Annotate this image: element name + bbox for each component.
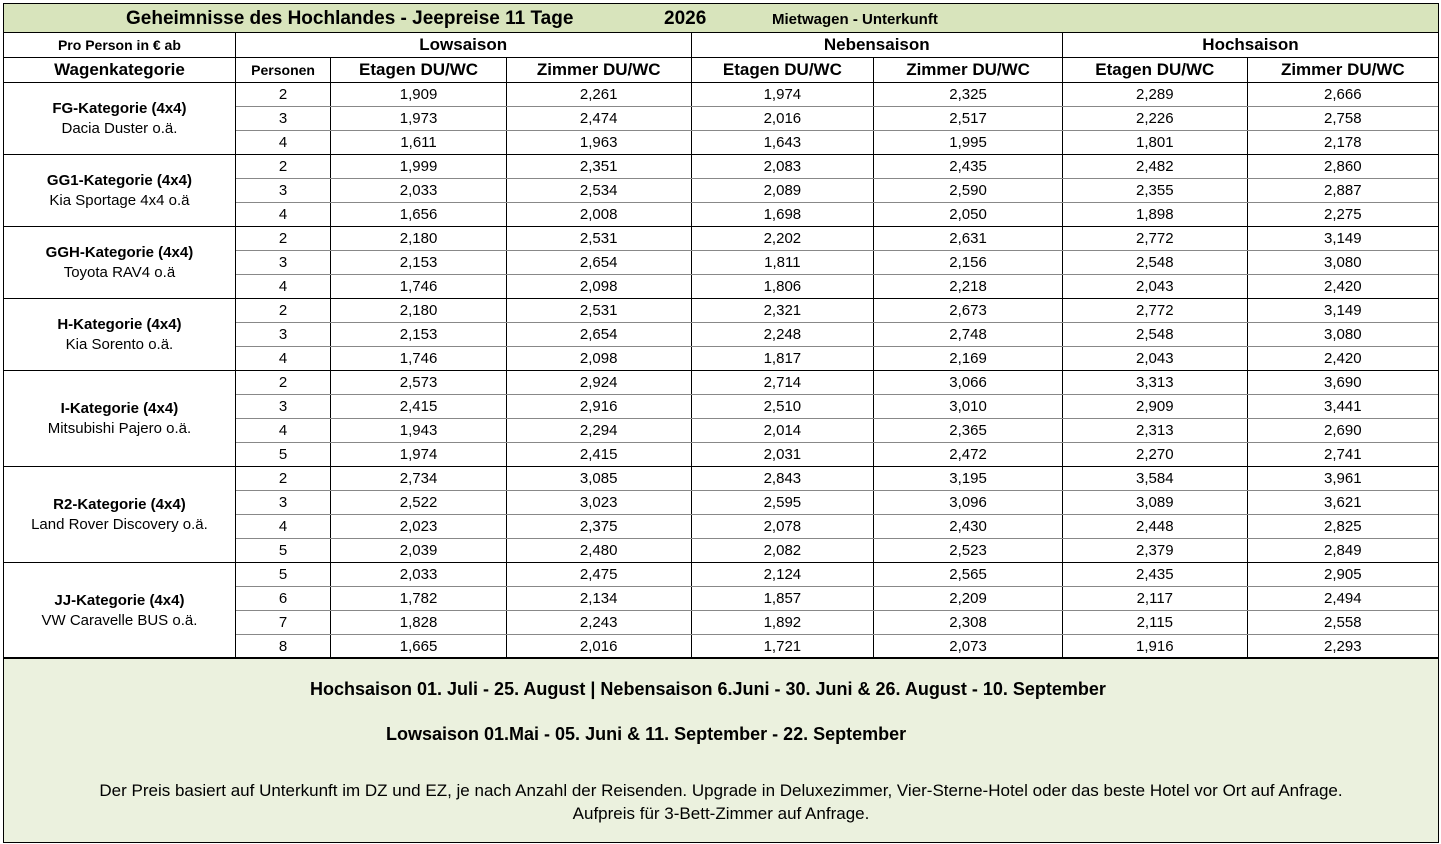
price-cell: 2,734 [331,467,507,491]
price-cell: 2,243 [506,611,691,635]
price-cell: 1,916 [1062,635,1247,659]
price-cell: 2,098 [506,275,691,299]
price-cell: 2,480 [506,539,691,563]
price-cell: 2,420 [1247,347,1438,371]
price-cell: 2,008 [506,203,691,227]
price-cell: 1,721 [691,635,874,659]
price-cell: 2,209 [874,587,1063,611]
price-cell: 2,558 [1247,611,1438,635]
price-note: Der Preis basiert auf Unterkunft im DZ und EZ, je nach Anzahl der Reisenden. Upgrade in Deluxezimmer, Vier-Sterne-Hotel oder das beste Hotel vor Ort auf Anfrage. [99,781,1343,800]
price-cell: 2,415 [331,395,507,419]
price-cell: 1,801 [1062,131,1247,155]
persons-cell: 4 [235,515,330,539]
price-cell: 2,226 [1062,107,1247,131]
price-cell: 2,472 [874,443,1063,467]
price-cell: 1,643 [691,131,874,155]
category-name: GGH-Kategorie (4x4) [45,243,194,261]
category-model: Kia Sportage 4x4 o.ä [49,191,190,209]
price-cell: 3,080 [1247,323,1438,347]
table-row [4,467,1438,491]
price-cell: 2,351 [506,155,691,179]
table-row [4,155,1438,179]
low-floor-header: Etagen DU/WC [331,58,507,83]
price-cell: 1,974 [691,83,874,107]
price-cell: 2,248 [691,323,874,347]
category-model: Toyota RAV4 o.ä [63,263,176,281]
price-cell: 2,548 [1062,251,1247,275]
column-header-row [4,58,1438,83]
price-cell: 2,590 [874,179,1063,203]
category-model: Land Rover Discovery o.ä. [31,515,208,533]
price-cell: 2,522 [331,491,507,515]
price-cell: 3,085 [506,467,691,491]
price-cell: 2,909 [1062,395,1247,419]
triple-room-note: Aufpreis für 3-Bett-Zimmer auf Anfrage. [572,804,870,823]
persons-cell: 5 [235,563,330,587]
price-table [4,33,1438,659]
price-cell: 2,673 [874,299,1063,323]
price-cell: 2,494 [1247,587,1438,611]
price-cell: 2,523 [874,539,1063,563]
price-cell: 1,746 [331,347,507,371]
sheet-subtitle: Mietwagen - Unterkunft [772,11,938,28]
high-floor-header: Etagen DU/WC [1062,58,1247,83]
price-cell: 2,043 [1062,347,1247,371]
price-cell: 2,565 [874,563,1063,587]
price-cell: 1,746 [331,275,507,299]
persons-cell: 3 [235,107,330,131]
persons-cell: 4 [235,131,330,155]
persons-cell: 2 [235,299,330,323]
price-cell: 2,033 [331,563,507,587]
price-sheet [3,3,1439,843]
price-cell: 2,825 [1247,515,1438,539]
price-cell: 3,313 [1062,371,1247,395]
persons-cell: 3 [235,395,330,419]
persons-cell: 4 [235,203,330,227]
price-cell: 2,043 [1062,275,1247,299]
price-cell: 2,482 [1062,155,1247,179]
price-cell: 2,134 [506,587,691,611]
price-cell: 1,857 [691,587,874,611]
price-cell: 2,321 [691,299,874,323]
price-cell: 2,772 [1062,299,1247,323]
season-header-low: Lowsaison [235,33,691,58]
price-cell: 2,748 [874,323,1063,347]
price-cell: 1,806 [691,275,874,299]
price-cell: 3,584 [1062,467,1247,491]
price-cell: 2,218 [874,275,1063,299]
price-cell: 3,195 [874,467,1063,491]
category-cell [4,371,235,467]
price-cell: 2,180 [331,227,507,251]
price-cell: 1,898 [1062,203,1247,227]
category-cell [4,299,235,371]
price-cell: 2,420 [1247,275,1438,299]
car-category-header: Wagenkategorie [4,58,235,83]
persons-cell: 2 [235,227,330,251]
price-cell: 2,531 [506,227,691,251]
price-cell: 2,375 [506,515,691,539]
persons-cell: 2 [235,371,330,395]
price-cell: 3,089 [1062,491,1247,515]
price-cell: 2,534 [506,179,691,203]
category-model: Mitsubishi Pajero o.ä. [47,419,192,437]
price-cell: 2,595 [691,491,874,515]
price-cell: 3,023 [506,491,691,515]
persons-cell: 4 [235,419,330,443]
price-cell: 2,261 [506,83,691,107]
category-model: Kia Sorento o.ä. [65,335,174,353]
price-cell: 1,665 [331,635,507,659]
price-cell: 3,621 [1247,491,1438,515]
price-cell: 2,474 [506,107,691,131]
persons-cell: 4 [235,347,330,371]
price-cell: 2,355 [1062,179,1247,203]
high-room-header: Zimmer DU/WC [1247,58,1438,83]
price-cell: 2,016 [506,635,691,659]
persons-header: Personen [235,58,330,83]
price-cell: 1,817 [691,347,874,371]
price-cell: 2,039 [331,539,507,563]
price-cell: 2,293 [1247,635,1438,659]
persons-cell: 6 [235,587,330,611]
category-cell [4,467,235,563]
price-cell: 1,943 [331,419,507,443]
table-row [4,83,1438,107]
price-cell: 1,828 [331,611,507,635]
price-cell: 2,156 [874,251,1063,275]
persons-cell: 4 [235,275,330,299]
price-cell: 2,531 [506,299,691,323]
price-cell: 2,023 [331,515,507,539]
price-cell: 2,448 [1062,515,1247,539]
price-cell: 2,115 [1062,611,1247,635]
price-cell: 2,169 [874,347,1063,371]
price-cell: 2,275 [1247,203,1438,227]
price-cell: 2,083 [691,155,874,179]
price-cell: 1,892 [691,611,874,635]
price-cell: 2,325 [874,83,1063,107]
price-cell: 2,887 [1247,179,1438,203]
footer-notes [4,657,1438,842]
persons-cell: 3 [235,323,330,347]
price-cell: 1,611 [331,131,507,155]
price-cell: 1,656 [331,203,507,227]
table-row [4,371,1438,395]
price-cell: 2,124 [691,563,874,587]
category-name: H-Kategorie (4x4) [57,315,182,333]
mid-floor-header: Etagen DU/WC [691,58,874,83]
price-cell: 2,843 [691,467,874,491]
price-cell: 2,078 [691,515,874,539]
persons-cell: 3 [235,179,330,203]
price-table-body [4,83,1438,659]
category-cell [4,83,235,155]
table-row [4,563,1438,587]
category-cell [4,155,235,227]
price-cell: 3,149 [1247,299,1438,323]
category-name: R2-Kategorie (4x4) [53,495,186,513]
price-cell: 2,313 [1062,419,1247,443]
season-header-high: Hochsaison [1062,33,1438,58]
price-cell: 2,631 [874,227,1063,251]
price-cell: 2,435 [874,155,1063,179]
price-cell: 1,963 [506,131,691,155]
season-header-mid: Nebensaison [691,33,1062,58]
price-cell: 2,905 [1247,563,1438,587]
price-cell: 2,153 [331,251,507,275]
persons-cell: 5 [235,539,330,563]
price-cell: 1,999 [331,155,507,179]
price-cell: 2,153 [331,323,507,347]
category-cell [4,563,235,659]
price-cell: 2,741 [1247,443,1438,467]
category-model: Dacia Duster o.ä. [61,119,178,137]
price-cell: 2,050 [874,203,1063,227]
price-cell: 2,654 [506,251,691,275]
price-cell: 2,098 [506,347,691,371]
price-cell: 2,180 [331,299,507,323]
price-cell: 3,961 [1247,467,1438,491]
table-row [4,299,1438,323]
persons-cell: 3 [235,491,330,515]
category-name: GG1-Kategorie (4x4) [46,171,192,189]
price-cell: 2,430 [874,515,1063,539]
price-cell: 2,033 [331,179,507,203]
category-name: FG-Kategorie (4x4) [52,99,187,117]
price-cell: 2,031 [691,443,874,467]
price-cell: 3,080 [1247,251,1438,275]
persons-cell: 3 [235,251,330,275]
price-cell: 2,517 [874,107,1063,131]
price-cell: 1,909 [331,83,507,107]
price-cell: 2,082 [691,539,874,563]
price-cell: 2,089 [691,179,874,203]
price-cell: 2,772 [1062,227,1247,251]
price-cell: 2,916 [506,395,691,419]
category-cell [4,227,235,299]
season-dates-line-2: Lowsaison 01.Mai - 05. Juni & 11. September - 22. September [386,724,907,744]
price-cell: 2,714 [691,371,874,395]
category-model: VW Caravelle BUS o.ä. [41,611,198,629]
price-cell: 2,849 [1247,539,1438,563]
sheet-year: 2026 [664,8,707,29]
price-cell: 1,974 [331,443,507,467]
price-cell: 3,096 [874,491,1063,515]
price-cell: 2,924 [506,371,691,395]
price-cell: 1,698 [691,203,874,227]
price-cell: 2,016 [691,107,874,131]
price-cell: 2,117 [1062,587,1247,611]
low-room-header: Zimmer DU/WC [506,58,691,83]
price-cell: 2,073 [874,635,1063,659]
category-name: JJ-Kategorie (4x4) [54,591,185,609]
persons-cell: 2 [235,467,330,491]
price-cell: 1,995 [874,131,1063,155]
price-cell: 1,811 [691,251,874,275]
price-cell: 2,666 [1247,83,1438,107]
price-cell: 2,860 [1247,155,1438,179]
title-bar [4,4,1438,33]
category-name: I-Kategorie (4x4) [60,399,179,417]
price-cell: 2,435 [1062,563,1247,587]
season-header-row [4,33,1438,58]
price-cell: 3,149 [1247,227,1438,251]
season-dates-line-1: Hochsaison 01. Juli - 25. August | Nebensaison 6.Juni - 30. Juni & 26. August - 10. September [310,679,1106,699]
price-cell: 2,548 [1062,323,1247,347]
price-cell: 2,475 [506,563,691,587]
price-cell: 1,782 [331,587,507,611]
price-cell: 2,294 [506,419,691,443]
price-cell: 3,010 [874,395,1063,419]
price-cell: 2,654 [506,323,691,347]
price-cell: 2,758 [1247,107,1438,131]
price-cell: 3,690 [1247,371,1438,395]
price-cell: 2,365 [874,419,1063,443]
persons-cell: 5 [235,443,330,467]
persons-cell: 8 [235,635,330,659]
price-cell: 3,441 [1247,395,1438,419]
price-cell: 1,973 [331,107,507,131]
table-row [4,227,1438,251]
price-cell: 2,690 [1247,419,1438,443]
price-cell: 2,178 [1247,131,1438,155]
price-cell: 2,014 [691,419,874,443]
per-person-label: Pro Person in € ab [4,33,235,58]
price-cell: 2,289 [1062,83,1247,107]
sheet-title: Geheimnisse des Hochlandes - Jeepreise 11 Tage [126,8,574,29]
price-cell: 2,202 [691,227,874,251]
price-cell: 2,308 [874,611,1063,635]
persons-cell: 2 [235,83,330,107]
persons-cell: 7 [235,611,330,635]
price-cell: 2,510 [691,395,874,419]
price-cell: 2,573 [331,371,507,395]
price-cell: 2,379 [1062,539,1247,563]
mid-room-header: Zimmer DU/WC [874,58,1063,83]
price-cell: 3,066 [874,371,1063,395]
price-cell: 2,270 [1062,443,1247,467]
price-cell: 2,415 [506,443,691,467]
persons-cell: 2 [235,155,330,179]
